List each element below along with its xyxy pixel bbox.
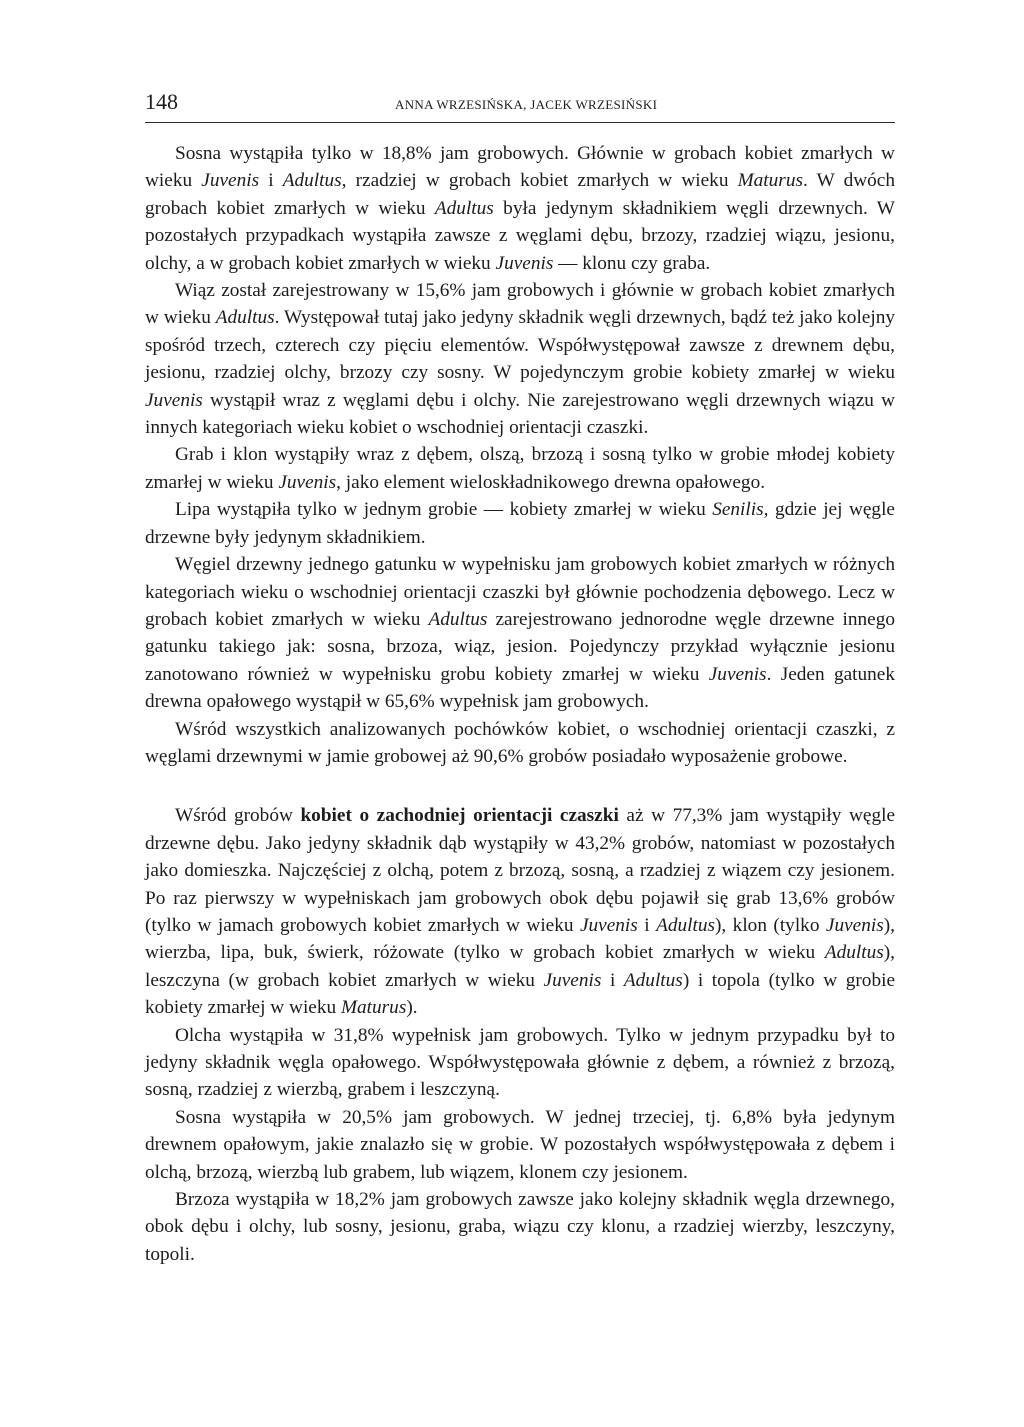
paragraph: Sosna wystąpiła w 20,5% jam grobowych. W jednej trzeciej, tj. 6,8% była jedynym drewnem opałowym, jakie znalazło się w grobie. W pozostałych współwystępowała z dębem i olchą, brzozą, wierzbą lub grabem, lub wiązem, klonem czy jesionem. (145, 1106, 895, 1183)
paragraph: Lipa wystąpiła tylko w jednym grobie — kobiety zmarłej w wieku Senilis, gdzie jej węgle drzewne były jedynym składnikiem. (145, 499, 895, 548)
paragraph: Grab i klon wystąpiły wraz z dębem, olszą, brzozą i sosną tylko w grobie młodej kobiety zmarłej w wieku Juvenis, jako element wieloskładnikowego drewna opałowego. (145, 444, 895, 493)
paragraph: Brzoza wystąpiła w 18,2% jam grobowych zawsze jako kolejny składnik węgla drzewnego, obok dębu i olchy, lub sosny, jesionu, graba, wiązu czy klonu, a rzadziej wierzby, leszczyny, topoli. (145, 1189, 895, 1265)
paragraph: Wśród grobów kobiet o zachodniej orientacji czaszki aż w 77,3% jam wystąpiły węgle drzewne dębu. Jako jedyny składnik dąb wystąpiły w 43,2% grobów, natomiast w pozostałych jako domieszka. Najczęściej z olchą, potem z brzozą, sosną, a rzadziej z wiązem czy jesionem. Po raz pierwszy w wypełniskach jam grobowych obok dębu pojawił się grab 13,6% grobów (tylko w jamach grobowych kobiet zmarłych w wieku Juvenis i Adultus), klon (tylko Juvenis), wierzba, lipa, buk, świerk, różowate (tylko w grobach kobiet zmarłych w wieku Adultus), leszczyna (w grobach kobiet zmarłych w wieku Juvenis i Adultus) i topola (tylko w grobie kobiety zmarłej w wieku Maturus). (145, 805, 895, 1019)
paragraph: Węgiel drzewny jednego gatunku w wypełnisku jam grobowych kobiet zmarłych w różnych kategoriach wieku o wschodniej orientacji czaszki był głównie pochodzenia dębowego. Lecz w grobach kobiet zmarłych w wieku Adultus zarejestrowano jednorodne węgle drzewne innego gatunku takiego jak: sosna, brzoza, wiąz, jesion. Pojedynczy przykład wyłącznie jesionu zanotowano również w wypełnisku grobu kobiety zmarłej w wieku Juvenis. Jeden gatunek drewna opałowego wystąpił w 65,6% wypełnisk jam grobowych. (145, 554, 895, 713)
paragraph: Sosna wystąpiła tylko w 18,8% jam grobowych. Głównie w grobach kobiet zmarłych w wieku Juvenis i Adultus, rzadziej w grobach kobiet zmarłych w wieku Maturus. W dwóch grobach kobiet zmarłych w wieku Adultus była jedynym składnikiem węgli drzewnych. W pozostałych przypadkach wystąpiła zawsze z węglami dębu, brzozy, rzadziej wiązu, jesionu, olchy, a w grobach kobiet zmarłych w wieku Juvenis — klonu czy graba. (145, 143, 896, 274)
body-text (145, 140, 895, 1268)
page-number: 148 (145, 89, 178, 114)
paragraph: Wśród wszystkich analizowanych pochówków kobiet, o wschodniej orientacji czaszki, z węglami drzewnymi w jamie grobowej aż 90,6% grobów posiadało wyposażenie grobowe. (145, 718, 895, 767)
paragraph: Wiąz został zarejestrowany w 15,6% jam grobowych i głównie w grobach kobiet zmarłych w wieku Adultus. Występował tutaj jako jedyny składnik węgli drzewnych, bądź też jako kolejny spośród trzech, czterech czy pięciu elementów. Współwystępował zawsze z drewnem dębu, jesionu, rzadziej olchy, brzozy czy sosny. W pojedynczym grobie kobiety zmarłej w wieku Juvenis wystąpił wraz z węglami dębu i olchy. Nie zarejestrowano węgli drzewnych wiązu w innych kategoriach wieku kobiet o wschodniej orientacji czaszki. (145, 280, 896, 439)
running-title: ANNA WRZESIŃSKA, JACEK WRZESIŃSKI (395, 97, 658, 112)
running-header (145, 88, 895, 123)
paragraph: Olcha wystąpiła w 31,8% wypełnisk jam grobowych. Tylko w jednym przypadku był to jedyny składnik węgla opałowego. Współwystępowała głównie z dębem, a również z brzozą, sosną, rzadziej z wierzbą, grabem i leszczyną. (145, 1024, 895, 1101)
